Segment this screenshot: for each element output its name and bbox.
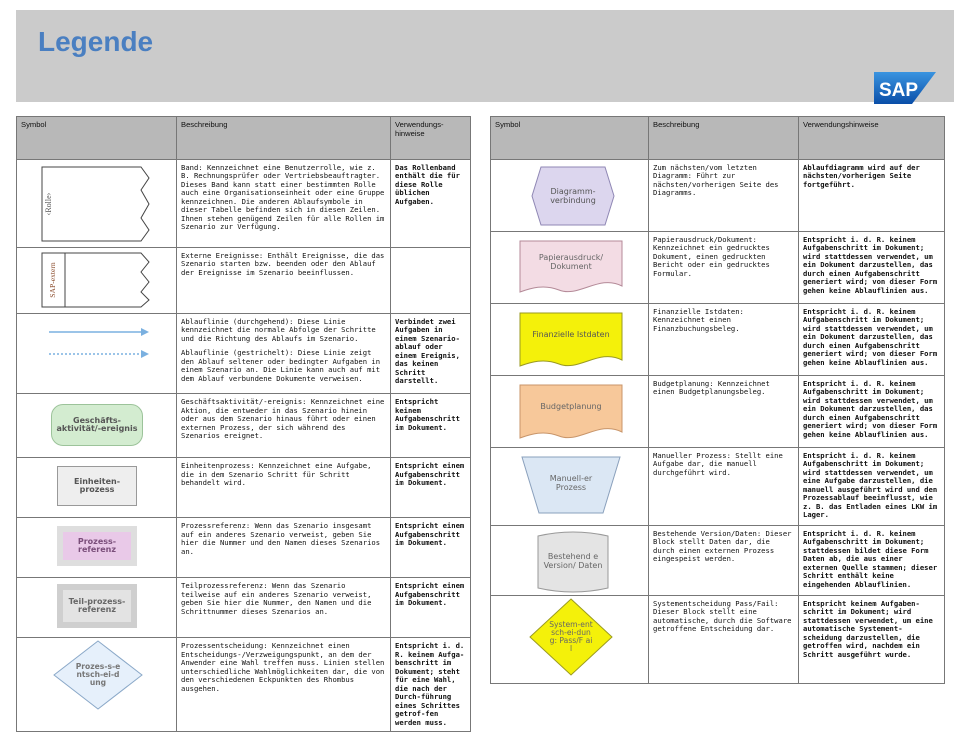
usage-cell: Entspricht einem Aufgabenschritt im Dokument. (391, 578, 471, 638)
diagram-connection-label: Diagramm-verbindung (550, 186, 596, 205)
table-row (17, 394, 471, 458)
external-events-label: SAP-extern (48, 262, 58, 298)
symbol-cell (17, 314, 177, 394)
header-band (16, 10, 954, 102)
description-cell: Budgetplanung: Kennzeichnet einen Budgetplanungsbeleg. (649, 376, 799, 448)
header-description: Beschreibung (177, 117, 391, 160)
table-row (17, 518, 471, 578)
table-row (17, 638, 471, 732)
symbol-cell (491, 376, 649, 448)
header-description: Beschreibung (649, 117, 799, 160)
dashed-flow-arrow-icon (141, 350, 149, 358)
description-cell: Manueller Prozess: Stellt eine Aufgabe dar, die manuell durchgeführt wird. (649, 448, 799, 526)
description-cell (177, 314, 391, 394)
solid-flow-arrow-icon (141, 328, 149, 336)
solid-line-text: Ablauflinie (durchgehend): Diese Linie kennzeichnet die normale Abfolge der Schritte und die Richtung des Ablaufs im Szenario. (181, 317, 376, 343)
legend-table-right (490, 116, 945, 684)
table-row (17, 578, 471, 638)
symbol-cell (491, 304, 649, 376)
description-cell: Band: Kennzeichnet eine Benutzerrolle, wie z. B. Rechnungsprüfer oder Vertriebsbeauftragter. Dieses Band kann statt einer bestimmten Rolle auch eine Organisationseinheit oder eine Gruppe kennzeichnen. Die anderen Ablaufsymbole in dieser Tabelle befinden sich in diesen Zeilen. Ihnen stehen genügend Zeilen für alle Rollen im Szenario zur Verfügung. (177, 160, 391, 248)
symbol-cell (17, 638, 177, 732)
usage-cell: Das Rollenband enthält die für diese Rolle üblichen Aufgaben. (391, 160, 471, 248)
description-cell: Geschäftsaktivität/-ereignis: Kennzeichnet eine Aktion, die entweder in das Szenario hinein oder aus dem Szenario hinaus führt oder einen externen Prozess, der sich während des Szenarios ereignet. (177, 394, 391, 458)
dashed-line-text: Ablauflinie (gestrichelt): Diese Linie zeigt den Ablauf seltener oder bedingter Aufgaben in einem Szenario an. Die Linie kann auch auf mit dem Ablauf verbundene Dokumente verweisen. (181, 348, 381, 383)
hardcopy-document-label: Papierausdruck/ Dokument (538, 252, 604, 271)
role-band-label: ‹Rolle› (44, 192, 54, 216)
table-header-row (17, 117, 471, 160)
business-activity-shape: Geschäfts-aktivität/-ereignis (51, 404, 143, 446)
page-title: Legende (38, 26, 154, 57)
usage-cell: Entspricht einem Aufgabenschritt im Dokument. (391, 518, 471, 578)
manual-process-label: Manuell-er Prozess (549, 473, 593, 492)
symbol-cell (491, 232, 649, 304)
usage-cell: Entspricht keinem Aufgaben-schritt im Dokument; wird stattdessen verwendet, um eine automatische Systement-scheidung darzustellen, die getroffen wird, nachdem ein Schritt ausgeführt wurde. (799, 596, 945, 684)
description-cell: Zum nächsten/vom letzten Diagramm: Führt zur nächsten/vorherigen Seite des Diagramms. (649, 160, 799, 232)
symbol-cell (491, 596, 649, 684)
table-row (491, 376, 945, 448)
table-row (491, 596, 945, 684)
usage-cell: Entspricht i. d. R. keinem Aufgabenschritt im Dokument; wird stattdessen verwendet, um ein Dokument darzustellen, das durch einen Aufgabenschritt generiert wird; von dieser Form gehen keine Ablauflinien aus. (799, 232, 945, 304)
description-cell: Prozessreferenz: Wenn das Szenario insgesamt auf ein anderes Szenario verweist, geben Sie hier die Nummer und den Namen dieses Szenarios an. (177, 518, 391, 578)
description-cell: Finanzielle Istdaten: Kennzeichnet einen Finanzbuchungsbeleg. (649, 304, 799, 376)
usage-cell: Verbindet zwei Aufgaben in einem Szenario-ablauf oder einem Ereignis, das keinen Schritt darstellt. (391, 314, 471, 394)
table-row (17, 160, 471, 248)
usage-cell: Entspricht i. d. R. keinem Aufgabenschritt im Dokument; wird stattdessen verwendet, um ein Dokument darzustellen, das durch einen Aufgabenschritt generiert wird; von dieser Form gehen keine Ablauflinien aus. (799, 304, 945, 376)
system-decision-label: System-entsch-ei-dung: Pass/F ail (549, 620, 593, 653)
financial-actuals-label: Finanzielle Istdaten (532, 330, 610, 340)
description-cell: Externe Ereignisse: Enthält Ereignisse, die das Szenario starten bzw. beenden oder den Ablauf der Ereignisse im Szenario beeinflussen. (177, 248, 391, 314)
usage-cell: Entspricht i. d. R. keinem Aufga-benschritt im Dokument; steht für eine Wahl, die nach der Durch-führung eines Schrittes getrof-fen werden muss. (391, 638, 471, 732)
budget-planning-label: Budgetplanung (540, 402, 602, 412)
svg-text:SAP: SAP (879, 80, 919, 101)
table-row (17, 314, 471, 394)
usage-cell: Entspricht i. d. R. keinem Aufgabenschritt im Dokument; wird stattdessen verwendet, um eine Aufgabe darzustellen, die manuell ausgeführt wird und den Prozessablauf beeinflusst, wie z. B. das Entladen eines LKW im Lager. (799, 448, 945, 526)
header-symbol: Symbol (491, 117, 649, 160)
table-row (17, 458, 471, 518)
header-usage: Verwendungshinweise (799, 117, 945, 160)
symbol-cell (491, 526, 649, 596)
process-reference-shape: Prozess-referenz (57, 526, 137, 566)
existing-data-label: Bestehend e Version/ Daten (543, 552, 603, 570)
header-symbol: Symbol (17, 117, 177, 160)
symbol-cell (491, 448, 649, 526)
process-decision-label: Prozes-s-entsch-ei-dung (75, 662, 121, 688)
table-header-row (491, 117, 945, 160)
description-cell: Systementscheidung Pass/Fail: Dieser Block stellt eine automatische, durch die Software getroffene Entscheidung dar. (649, 596, 799, 684)
symbol-cell (17, 578, 177, 638)
symbol-cell (491, 160, 649, 232)
symbol-cell (17, 160, 177, 248)
table-row (491, 232, 945, 304)
usage-cell: Entspricht keinem Aufgabenschritt im Dokument. (391, 394, 471, 458)
symbol-cell (17, 394, 177, 458)
description-cell: Bestehende Version/Daten: Dieser Block stellt Daten dar, die durch einen externen Prozess eingespeist werden. (649, 526, 799, 596)
table-row (491, 448, 945, 526)
description-cell: Teilprozessreferenz: Wenn das Szenario teilweise auf ein anderes Szenario verweist, geben Sie hier die Nummer, den Namen und die Schrittnummer dieses Szenarios an. (177, 578, 391, 638)
symbol-cell (17, 458, 177, 518)
table-row (17, 248, 471, 314)
symbol-cell (17, 248, 177, 314)
subprocess-reference-shape: Teil-prozess-referenz (57, 584, 137, 628)
table-row (491, 160, 945, 232)
usage-cell: Entspricht i. d. R. keinem Aufgabenschritt im Dokument; stattdessen bildet diese Form Daten ab, die aus einer externen Quelle stammen; dieser Schritt enthält keine eingehenden Ablauflinien. (799, 526, 945, 596)
flow-lines-shape (47, 324, 151, 364)
description-cell: Prozessentscheidung: Kennzeichnet einen Entscheidungs-/Verzweigungspunkt, an dem der Anwender eine Wahl treffen muss. Linien stellen unterschiedliche Wahlmöglichkeiten dar, die von den verschiedenen Eckpunkten des Rhombus ausgehen. (177, 638, 391, 732)
table-row (491, 304, 945, 376)
unit-process-shape: Einheiten-prozess (57, 466, 137, 506)
table-row (491, 526, 945, 596)
usage-cell: Entspricht i. d. R. keinem Aufgabenschritt im Dokument; wird stattdessen verwendet, um ein Dokument darzustellen, das durch einen Aufgabenschritt generiert wird; von dieser Form gehen keine Ablauflinien aus. (799, 376, 945, 448)
usage-cell: Ablaufdiagramm wird auf der nächsten/vorherigen Seite fortgeführt. (799, 160, 945, 232)
legend-table-left (16, 116, 471, 732)
symbol-cell (17, 518, 177, 578)
description-cell: Einheitenprozess: Kennzeichnet eine Aufgabe, die in dem Szenario Schritt für Schritt behandelt wird. (177, 458, 391, 518)
usage-cell (391, 248, 471, 314)
usage-cell: Entspricht einem Aufgabenschritt im Dokument. (391, 458, 471, 518)
description-cell: Papierausdruck/Dokument: Kennzeichnet ein gedrucktes Dokument, einen gedruckten Bericht oder ein gedrucktes Formular. (649, 232, 799, 304)
header-usage: Verwendungs- hinweise (391, 117, 471, 160)
sap-logo (874, 70, 940, 106)
